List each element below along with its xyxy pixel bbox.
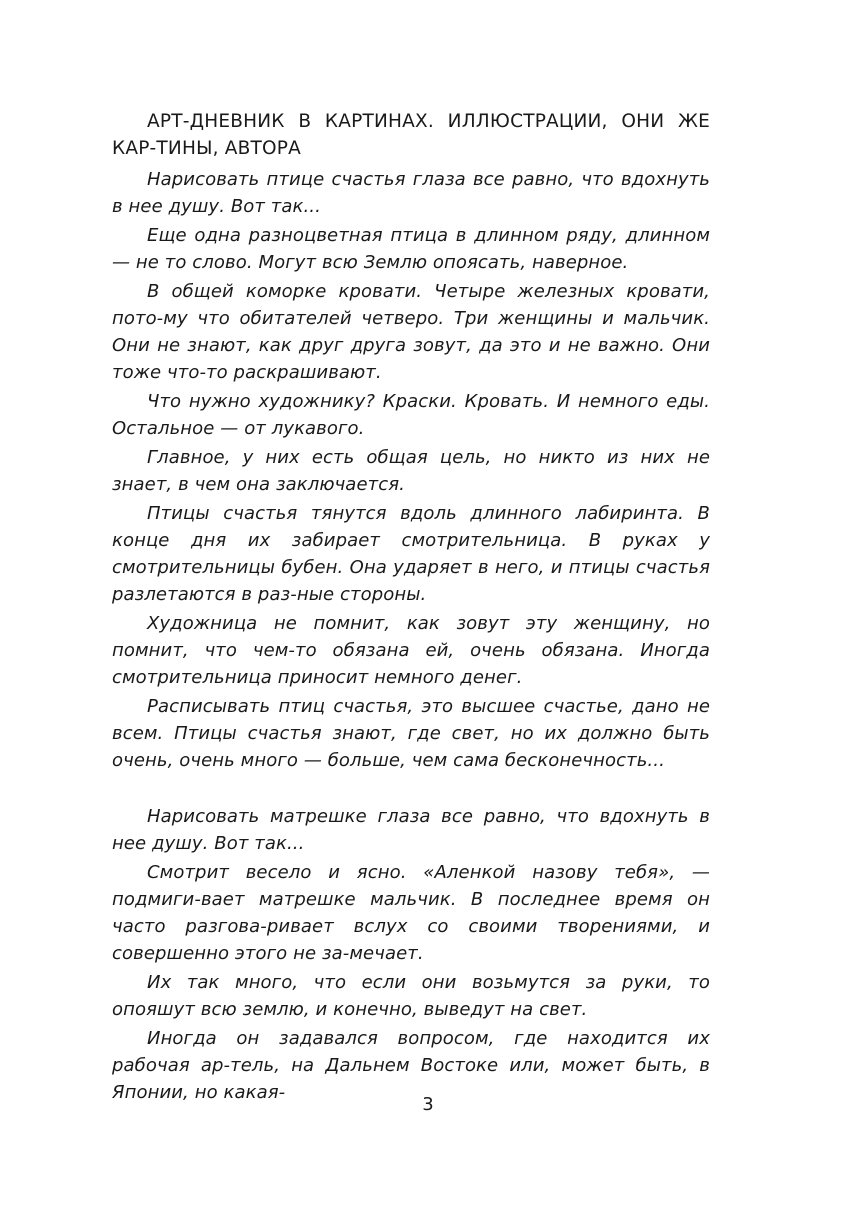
paragraph: Что нужно художнику? Краски. Кровать. И немного еды. Остальное — от лукавого.: [112, 391, 710, 439]
section-heading: АРТ-ДНЕВНИК В КАРТИНАХ. ИЛЛЮСТРАЦИИ, ОНИ ЖЕ КАР-ТИНЫ, АВТОРА: [112, 111, 710, 159]
paragraph: В общей коморке кровати. Четыре железных кровати, пото-му что обитателей четверо. Три женщины и мальчик. Они не знают, как друг друга зовут, да это и не важно. Они тоже что-то раскрашивают.: [112, 281, 710, 383]
paragraph: Еще одна разноцветная птица в длинном ряду, длинном — не то слово. Могут всю Землю опоясать, наверное.: [112, 225, 710, 273]
section-gap: [112, 776, 710, 803]
paragraph: Птицы счастья тянутся вдоль длинного лабиринта. В конце дня их забирает смотрительница. В руках у смотрительницы бубен. Она ударяет в него, и птицы счастья разлетаются в раз-ные стороны.: [112, 503, 710, 605]
page-body: [112, 108, 710, 1108]
section-birds: [112, 166, 710, 774]
paragraph: Главное, у них есть общая цель, но никто из них не знает, в чем она заключается.: [112, 447, 710, 495]
paragraph: Нарисовать птице счастья глаза все равно, что вдохнуть в нее душу. Вот так...: [112, 169, 710, 217]
paragraph: Их так много, что если они возьмутся за руки, то опояшут всю землю, и конечно, выведут на свет.: [112, 972, 710, 1020]
paragraph: Художница не помнит, как зовут эту женщину, но помнит, что чем-то обязана ей, очень обязана. Иногда смотрительница приносит немного денег.: [112, 613, 710, 688]
paragraph: Нарисовать матрешке глаза все равно, что вдохнуть в нее душу. Вот так...: [112, 806, 710, 854]
page-number: 3: [422, 1094, 434, 1115]
section-matryoshka: [112, 803, 710, 1106]
paragraph: Иногда он задавался вопросом, где находится их рабочая ар-тель, на Дальнем Востоке или, может быть, в Японии, но какая-: [112, 1028, 710, 1103]
paragraph: Смотрит весело и ясно. «Аленкой назову тебя», — подмиги-вает матрешке мальчик. В последнее время он часто разгова-ривает вслух со своими творениями, и совершенно этого не за-мечает.: [112, 862, 710, 964]
paragraph: Расписывать птиц счастья, это высшее счастье, дано не всем. Птицы счастья знают, где свет, но их должно быть очень, очень много — больше, чем сама бесконечность...: [112, 696, 710, 771]
